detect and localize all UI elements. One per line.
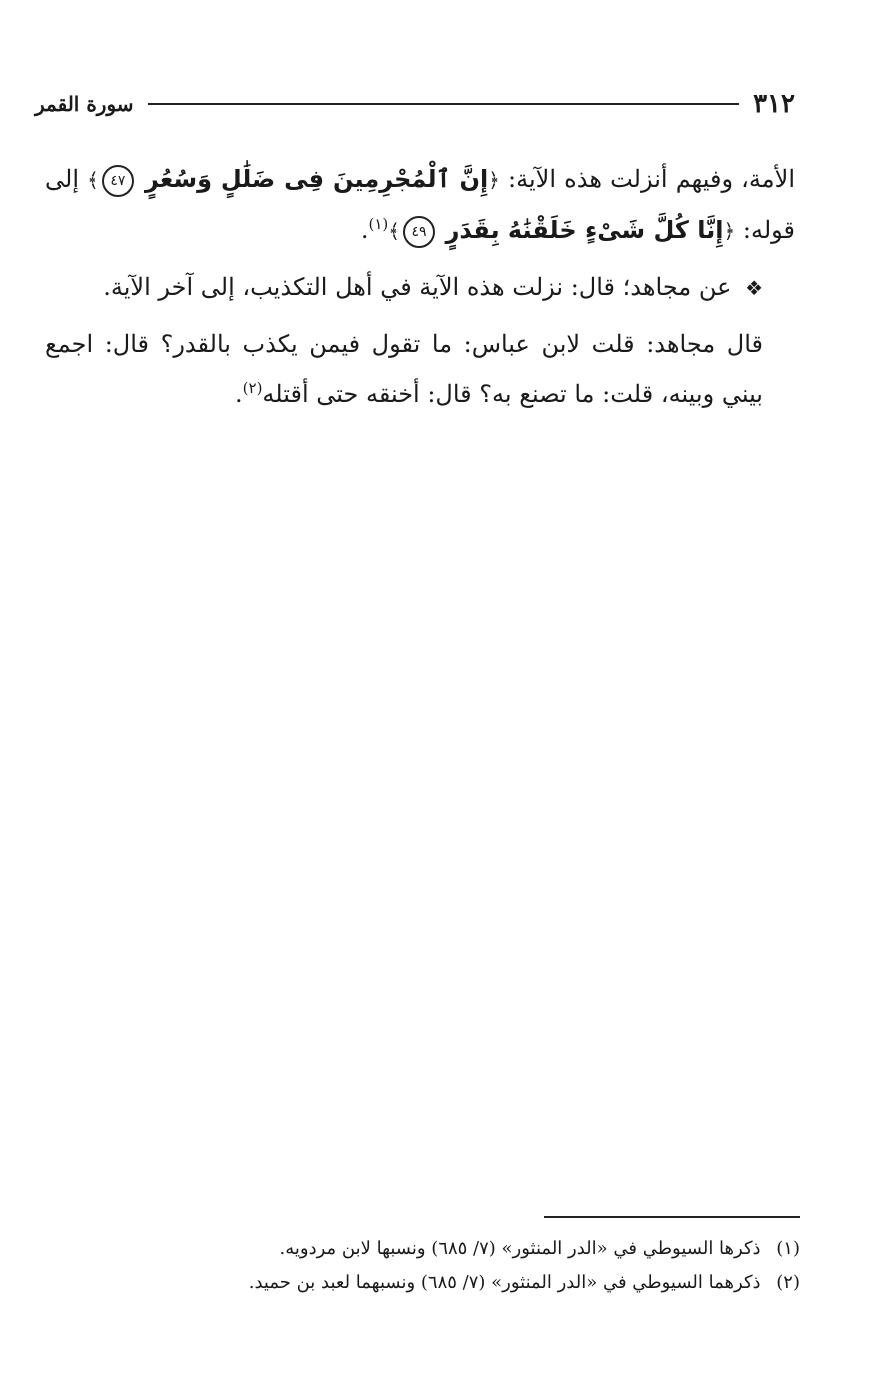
page-number: ٣١٢ [753, 89, 795, 119]
quran-verse-47: إِنَّ ٱلْمُجْرِمِينَ فِى ضَلَٰلٍ وَسُعُرٍ [144, 165, 489, 193]
footnotes [45, 1232, 800, 1300]
ayah-number-marker: ٤٩ [403, 216, 435, 248]
footnote-separator [544, 1216, 800, 1218]
surah-title: سورة القمر [35, 92, 134, 116]
main-text [45, 154, 795, 425]
quran-close-bracket: ﴾ [388, 219, 400, 243]
paragraph-1 [45, 154, 795, 256]
footnote-text: ذكرها السيوطي في «الدر المنثور» (٧/ ٦٨٥) ونسبها لابن مردويه. [279, 1238, 761, 1259]
footnote-number: (١) [776, 1238, 800, 1259]
footnote-2 [45, 1266, 800, 1300]
p3-text: قال مجاهد: قلت لابن عباس: ما تقول فيمن يكذب بالقدر؟ قال: اجمع بيني وبينه، قلت: ما تصنع به؟ قال: أخنقه حتى أقتله [45, 330, 763, 408]
quran-verse-49: إِنَّا كُلَّ شَىْءٍ خَلَقْنَٰهُ بِقَدَرٍ [445, 216, 724, 244]
footnote-number: (٢) [776, 1272, 800, 1293]
paragraph-2 [45, 262, 795, 313]
quran-open-bracket: ﴿ [723, 219, 736, 243]
quran-open-bracket: ﴿ [488, 168, 500, 192]
ayah-number-marker: ٤٧ [102, 165, 134, 197]
paragraph-3 [45, 319, 795, 419]
footnote-1 [45, 1232, 800, 1266]
bullet-diamond-icon: ❖ [745, 276, 763, 300]
quran-close-bracket: ﴾ [87, 168, 99, 192]
footnote-text: ذكرهما السيوطي في «الدر المنثور» (٧/ ٦٨٥) ونسبهما لعبد بن حميد. [248, 1272, 761, 1293]
p1-text-b: إلى قوله: [45, 165, 795, 244]
p3-end-punct: . [235, 380, 243, 408]
p1-end-punct: . [360, 216, 369, 244]
running-header [35, 86, 795, 122]
footnote-reference-2: (٢) [242, 379, 263, 397]
header-rule [148, 103, 740, 105]
footnote-reference-1: (١) [368, 215, 389, 233]
p1-text-a: الأمة، وفيهم أنزلت هذه الآية: [508, 165, 795, 193]
p2-text: عن مجاهد؛ قال: نزلت هذه الآية في أهل التكذيب، إلى آخر الآية. [103, 273, 732, 301]
